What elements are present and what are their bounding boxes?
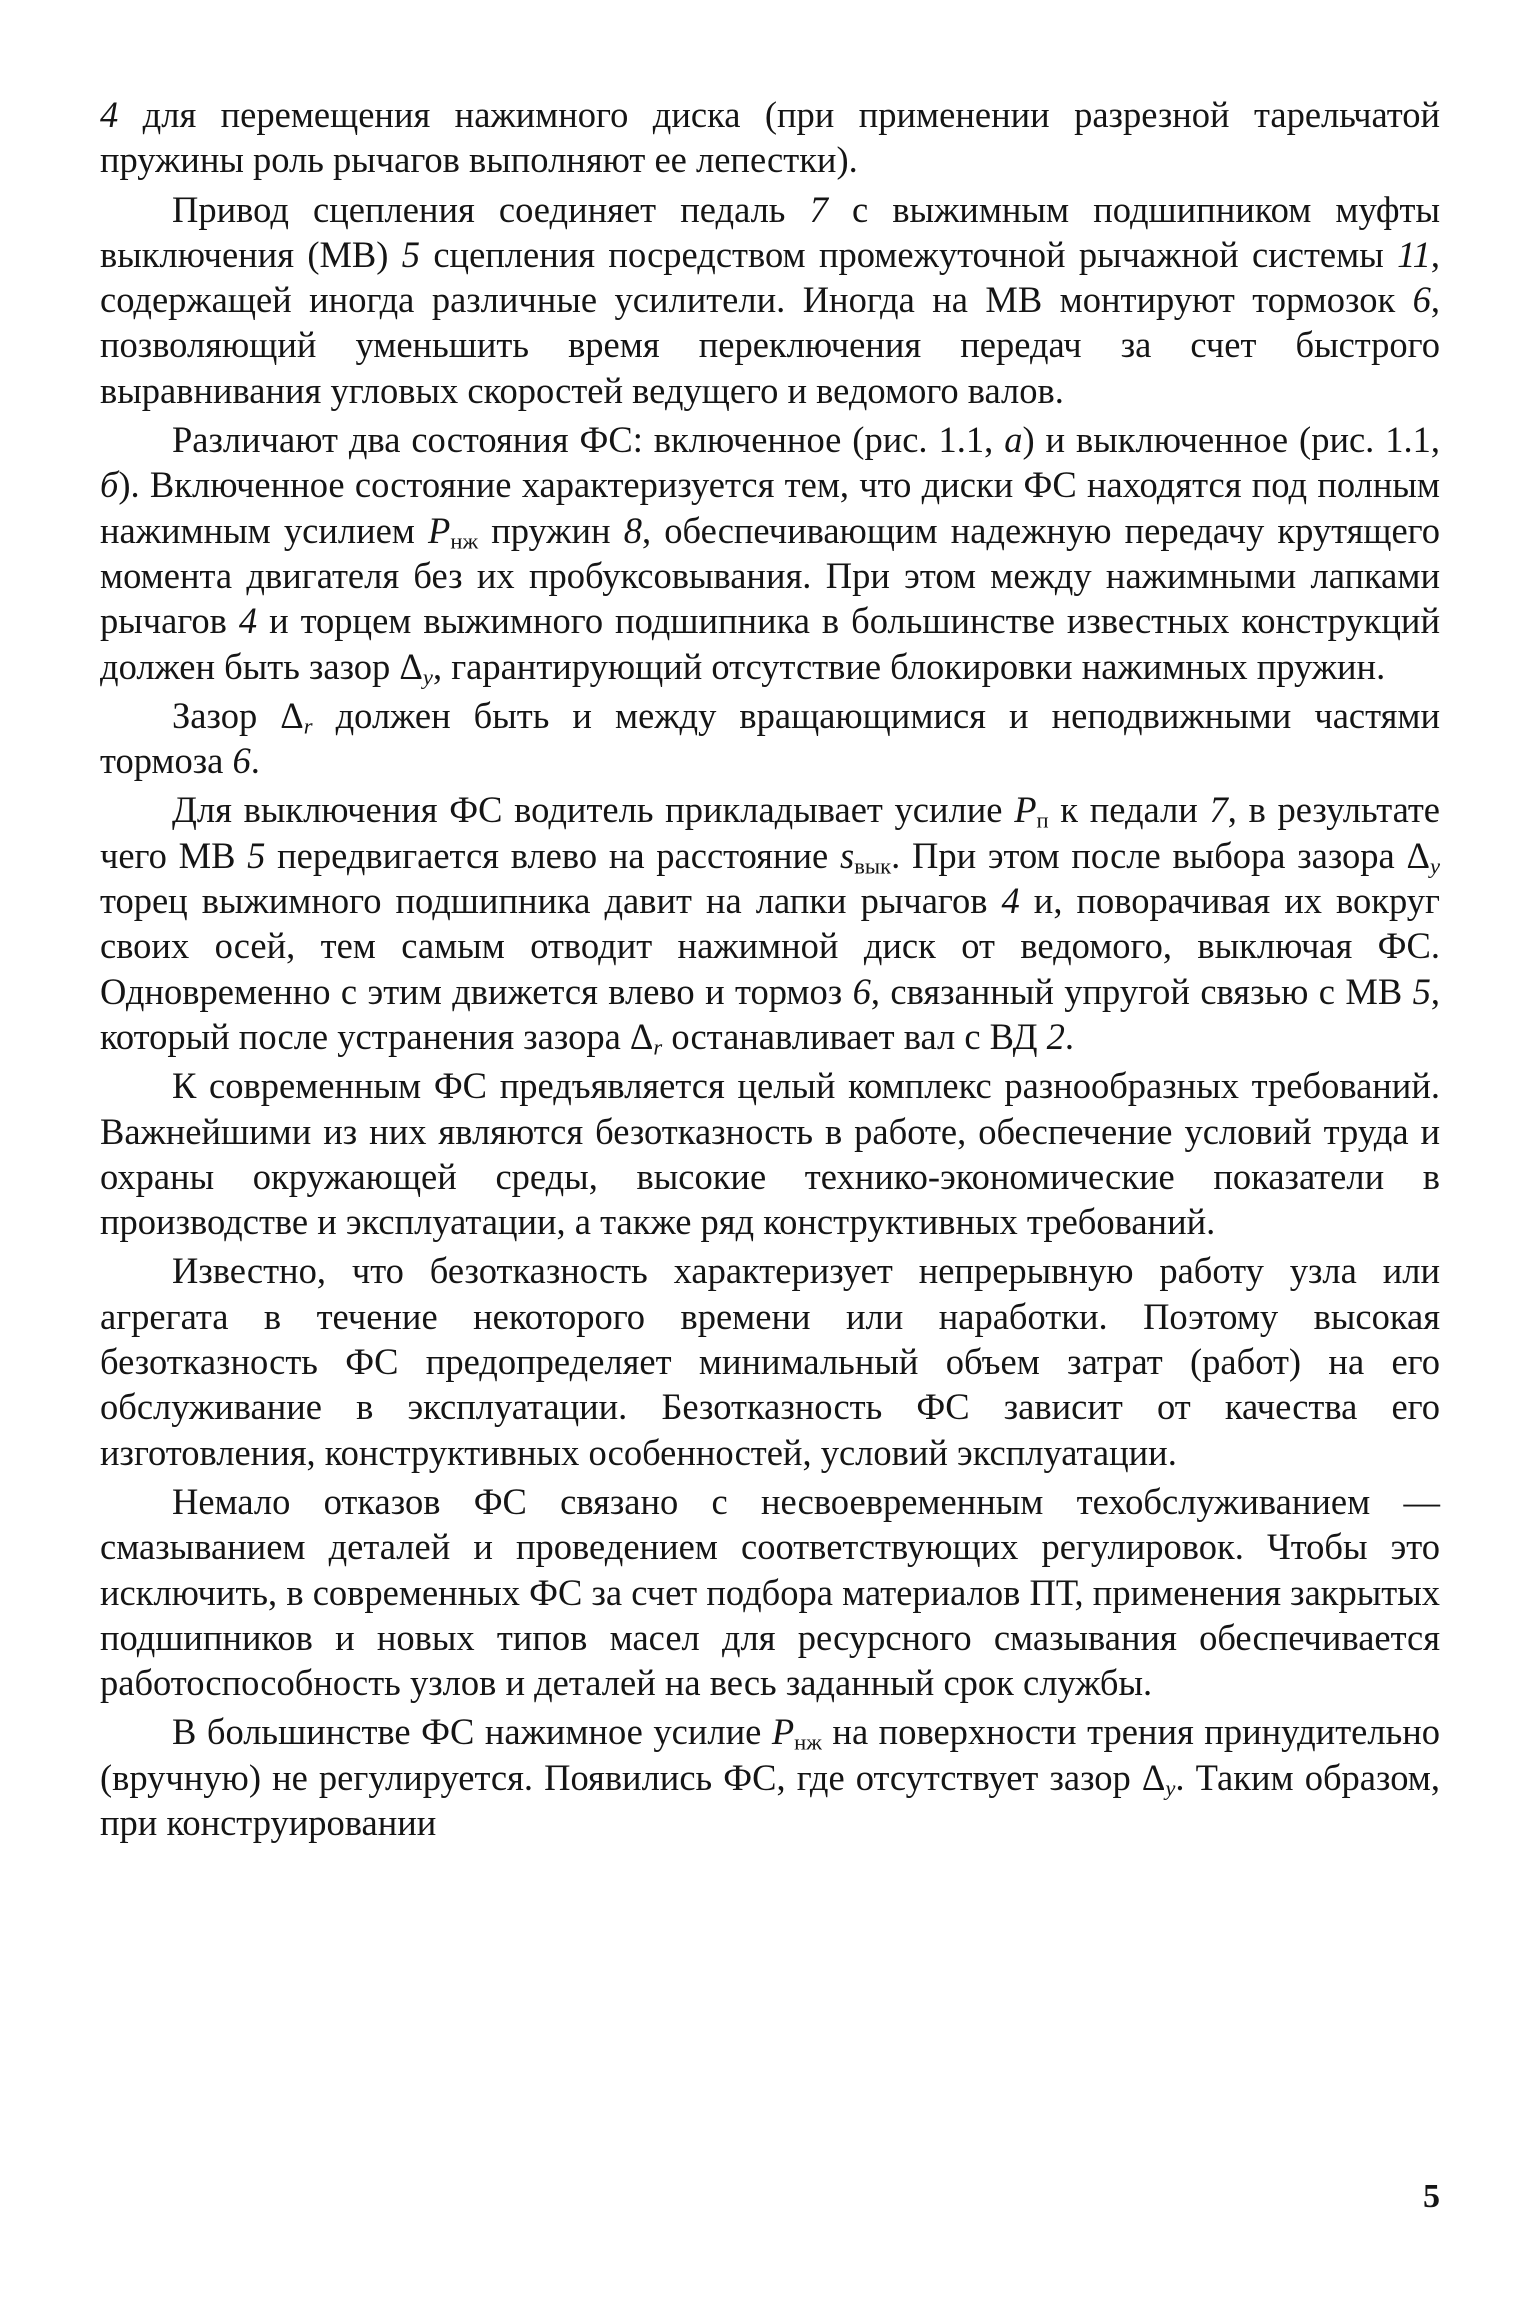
book-page-text (100, 92, 1440, 2292)
paragraph-2: Привод сцепления соединяет педаль 7 с выжимным подшипником муфты выключения (МВ) 5 сцепления посредством промежуточной рычажной системы 11, содержащей иногда различные усилители. Иногда на МВ монтируют тормозок 6, позволяющий уменьшить время переключения передач за счет быстрого выравнивания угловых скоростей ведущего и ведомого валов. (100, 188, 1440, 411)
paragraph-9: В большинстве ФС нажимное усилие $P_{нж}$ на поверхности трения принудительно (вручную) не регулируется. Появились ФС, где отсутствует зазор $\Delta_y$. Таким образом, при конструировании (100, 1711, 1441, 1843)
paragraph-3: Различают два состояния ФС: включенное (рис. 1.1, а) и выключенное (рис. 1.1, б). Включенное состояние характеризуется тем, что диски ФС находятся под полным нажимным усилием $P_{нж}$ пружин 8, обеспечивающим надежную передачу крутящего момента двигателя без их пробуксовывания. При этом между нажимными лапками рычагов 4 и торцем выжимного подшипника в большинстве известных конструкций должен быть зазор $\Delta_y$, гарантирующий отсутствие блокировки нажимных пружин. (100, 419, 1440, 690)
page-number: 5 (1423, 2178, 1440, 2215)
paragraph-6: К современным ФС предъявляется целый комплекс разнообразных требований. Важнейшими из них являются безотказность в работе, обеспечение условий труда и охраны окружающей среды, высокие технико-экономические показатели в производстве и эксплуатации, а также ряд конструктивных требований. (100, 1065, 1440, 1243)
paragraph-1: 4 для перемещения нажимного диска (при применении разрезной тарельчатой пружины роль рычагов выполняют ее лепестки). (100, 94, 1440, 181)
paragraph-5: Для выключения ФС водитель прикладывает усилие $P_п$ к педали 7, в результате чего МВ 5 передвигается влево на расстояние $s_{вык}$. При этом после выбора зазора $\Delta_y$ торец выжимного подшипника давит на лапки рычагов 4 и, поворачивая их вокруг своих осей, тем самым отводит нажимной диск от ведомого, выключая ФС. Одновременно с этим движется влево и тормоз 6, связанный упругой связью с МВ 5, который после устранения зазора $\Delta_r$ останавливает вал с ВД 2. (100, 789, 1441, 1060)
paragraph-8: Немало отказов ФС связано с несвоевременным техобслуживанием — смазыванием деталей и проведением соответствующих регулировок. Чтобы это исключить, в современных ФС за счет подбора материалов ПТ, применения закрытых подшипников и новых типов масел для ресурсного смазывания обеспечивается работоспособность узлов и деталей на весь заданный срок службы. (100, 1480, 1440, 1704)
paragraph-4: Зазор $\Delta_r$ должен быть и между вращающимися и неподвижными частями тормоза 6. (100, 694, 1440, 782)
paragraph-7: Известно, что безотказность характеризует непрерывную работу узла или агрегата в течение некоторого времени или наработки. Поэтому высокая безотказность ФС предопределяет минимальный объем затрат (работ) на его обслуживание в эксплуатации. Безотказность ФС зависит от качества его изготовления, конструктивных особенностей, условий эксплуатации. (100, 1250, 1440, 1473)
